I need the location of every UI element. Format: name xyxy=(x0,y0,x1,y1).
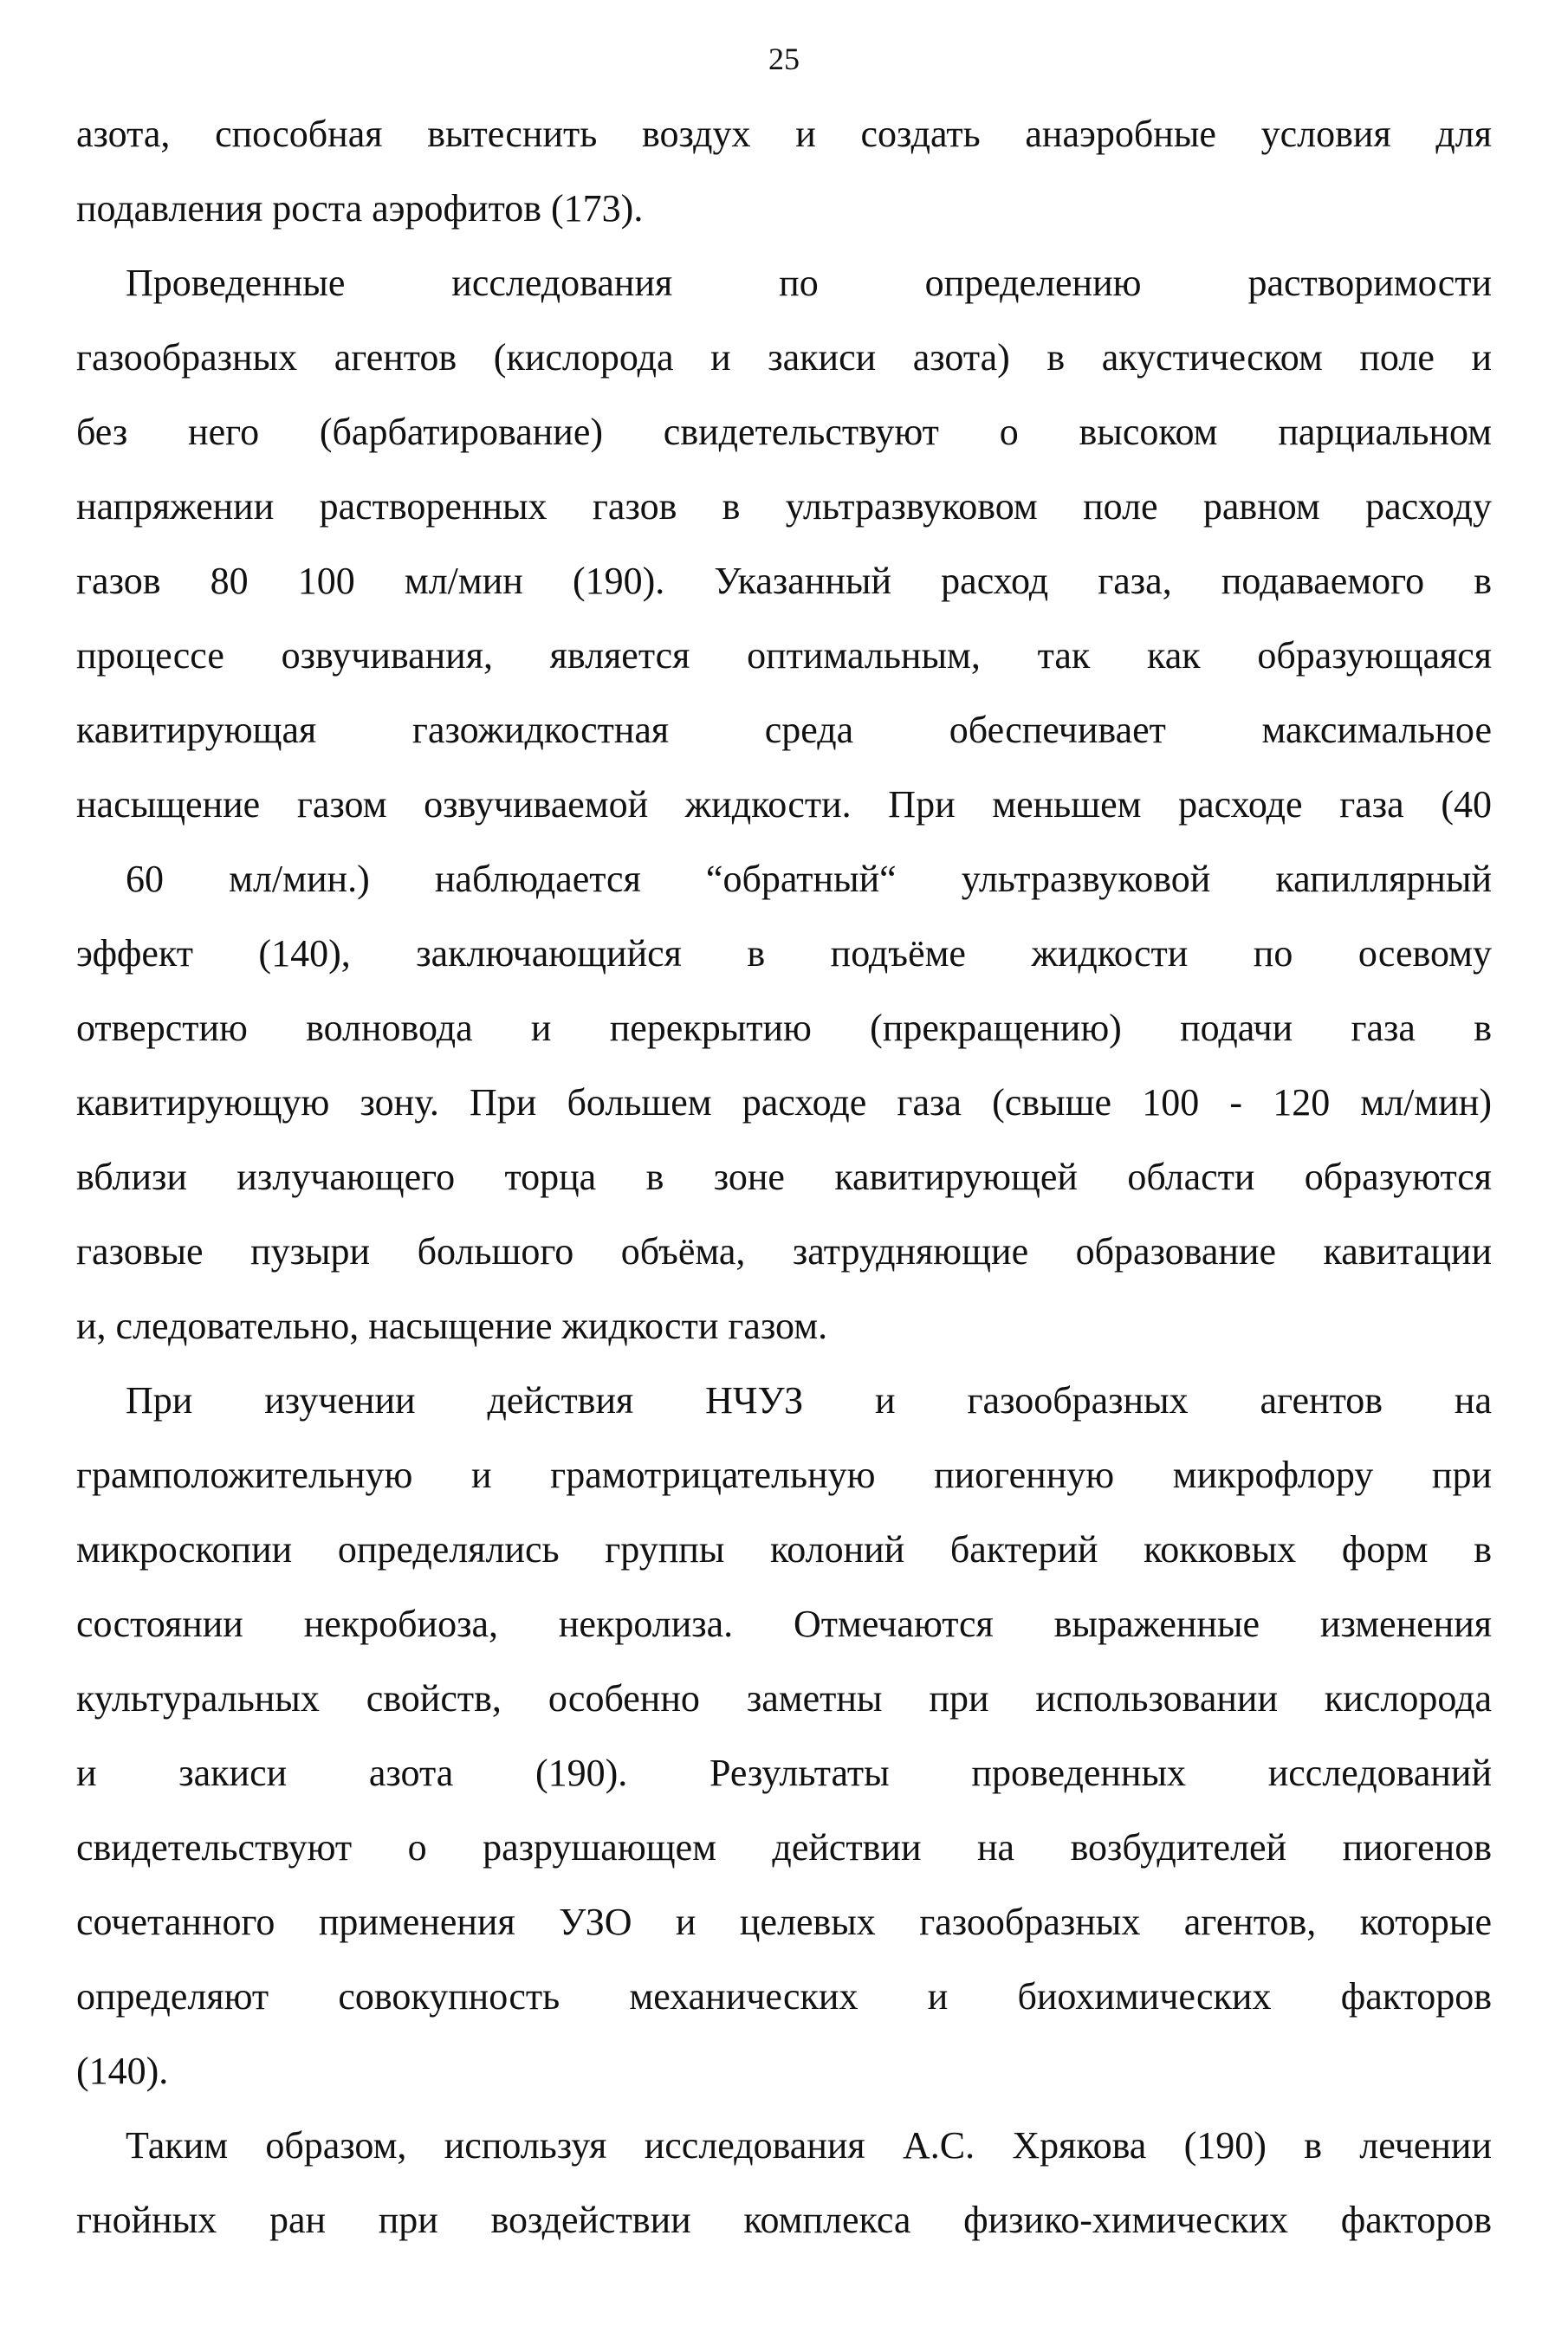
text-line: свидетельствуют о разрушающем действии на возбудителей пиогенов xyxy=(76,1826,1492,1869)
text-line: микроскопии определялись группы колоний бактерий кокковых форм в xyxy=(76,1528,1492,1571)
text-line: и закиси азота (190). Результаты проведенных исследований xyxy=(76,1752,1492,1794)
text-line: насыщение газом озвучиваемой жидкости. При меньшем расходе газа (40 xyxy=(76,783,1492,826)
text-line: 60 мл/мин.) наблюдается “обратный“ ультразвуковой капиллярный xyxy=(126,858,1492,900)
text-line: газообразных агентов (кислорода и закиси азота) в акустическом поле и xyxy=(76,336,1492,379)
text-line: (140). xyxy=(76,2050,169,2092)
text-line: эффект (140), заключающийся в подъёме жидкости по осевому xyxy=(76,932,1492,975)
text-line: культуральных свойств, особенно заметны при использовании кислорода xyxy=(76,1677,1492,1720)
text-line: Проведенные исследования по определению растворимости xyxy=(126,262,1492,304)
text-line: сочетанного применения УЗО и целевых газообразных агентов, которые xyxy=(76,1901,1492,1943)
body-text xyxy=(76,97,1492,2258)
text-line: гнойных ран при воздействии комплекса физико-химических факторов xyxy=(76,2199,1492,2241)
text-line: процессе озвучивания, является оптимальным, так как образующаяся xyxy=(76,634,1492,677)
text-line: Таким образом, используя исследования А.С. Хрякова (190) в лечении xyxy=(126,2124,1492,2167)
text-line: состоянии некробиоза, некролиза. Отмечаются выраженные изменения xyxy=(76,1603,1492,1645)
page-number: 25 xyxy=(768,42,800,76)
text-line: напряжении растворенных газов в ультразвуковом поле равном расходу xyxy=(76,485,1492,528)
text-line: азота, способная вытеснить воздух и создать анаэробные условия для xyxy=(76,113,1492,155)
text-line: газов 80 100 мл/мин (190). Указанный расход газа, подаваемого в xyxy=(76,560,1492,602)
text-line: вблизи излучающего торца в зоне кавитирующей области образуются xyxy=(76,1156,1492,1198)
text-line: кавитирующая газожидкостная среда обеспечивает максимальное xyxy=(76,709,1492,751)
text-line: без него (барбатирование) свидетельствуют о высоком парциальном xyxy=(76,411,1492,453)
text-line: кавитирующую зону. При большем расходе газа (свыше 100 - 120 мл/мин) xyxy=(76,1081,1492,1124)
text-line: подавления роста аэрофитов (173). xyxy=(76,187,644,230)
text-line: определяют совокупность механических и биохимических факторов xyxy=(76,1975,1492,2018)
text-line: грамположительную и грамотрицательную пиогенную микрофлору при xyxy=(76,1454,1492,1496)
text-line: и, следовательно, насыщение жидкости газом. xyxy=(76,1305,828,1347)
text-line: При изучении действия НЧУЗ и газообразных агентов на xyxy=(126,1379,1492,1422)
text-line: газовые пузыри большого объёма, затрудняющие образование кавитации xyxy=(76,1230,1492,1273)
text-line: отверстию волновода и перекрытию (прекращению) подачи газа в xyxy=(76,1007,1492,1049)
